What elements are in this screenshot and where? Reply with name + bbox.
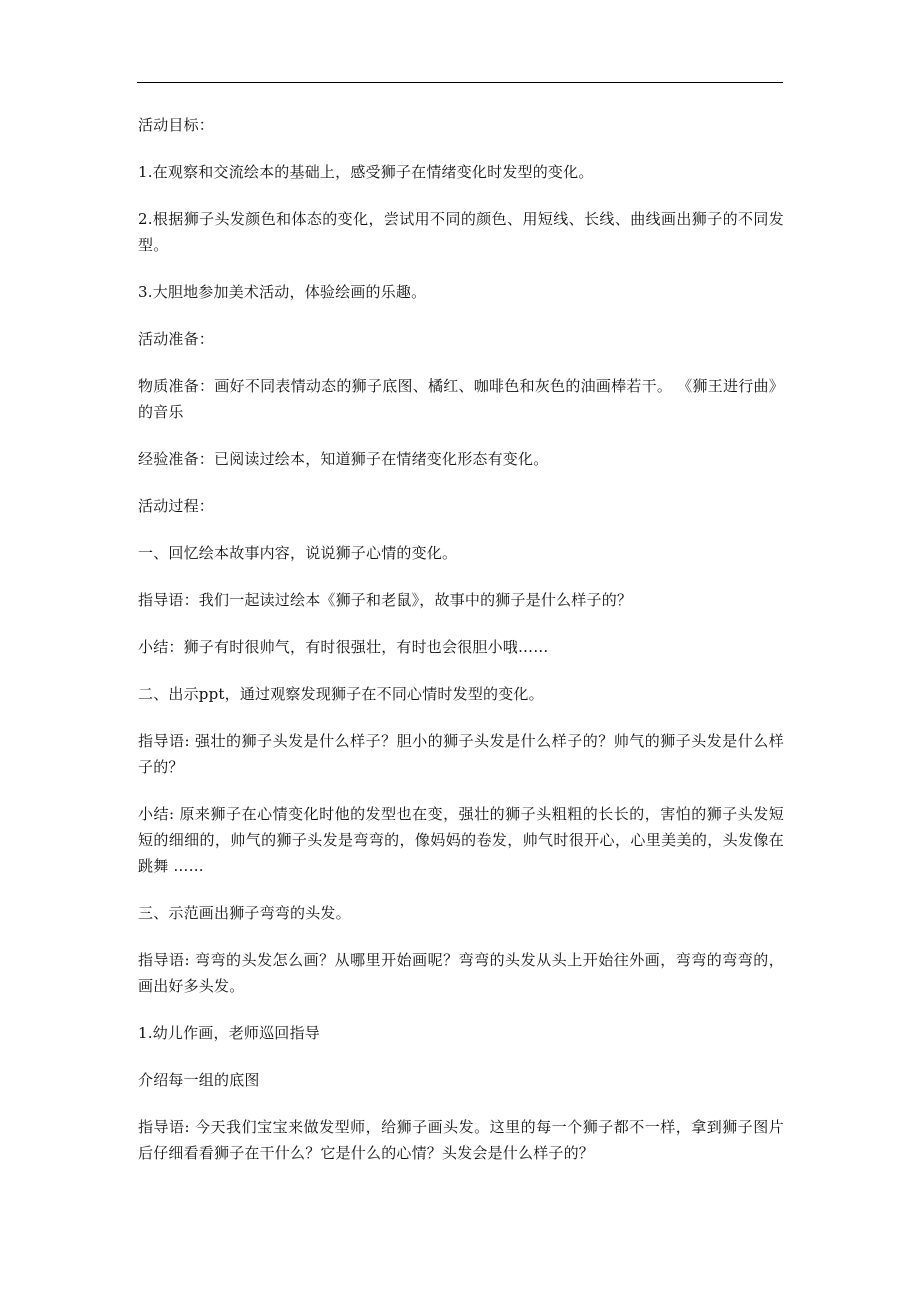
summary-text-2: 小结: 原来狮子在心情变化时他的发型也在变，强壮的狮子头粗粗的长长的，害怕的狮子头发短短的细细的，帅气的狮子头发是弯弯的，像妈妈的卷发，帅气时很开心，心里美美的，头发像在跳舞 …… — [138, 805, 784, 875]
experience-preparation: 经验准备：已阅读过绘本，知道狮子在情绪变化形态有变化。 — [138, 450, 549, 468]
guidance-text-1: 指导语：我们一起读过绘本《狮子和老鼠》，故事中的狮子是什么样子的？ — [138, 591, 633, 609]
heading-activity-goals: 活动目标： — [138, 116, 215, 134]
sub-step-1: 1.幼儿作画，老师巡回指导 — [138, 1024, 320, 1042]
base-image-intro: 介绍每一组的底图 — [138, 1071, 260, 1089]
guidance-text-2: 指导语: 强壮的狮子头发是什么样子？胆小的狮子头发是什么样子的？帅气的狮子头发是什么样子的？ — [138, 732, 784, 776]
heading-activity-preparation: 活动准备： — [138, 330, 215, 348]
process-step-2: 二、出示ppt，通过观察发现狮子在不同心情时发型的变化。 — [138, 685, 544, 703]
summary-text-1: 小结：狮子有时很帅气，有时很强壮，有时也会很胆小哦…… — [138, 638, 549, 656]
goal-item-3: 3.大胆地参加美术活动，体验绘画的乐趣。 — [138, 283, 427, 301]
goal-item-2: 2.根据狮子头发颜色和体态的变化，尝试用不同的颜色、用短线、长线、曲线画出狮子的不同发型。 — [138, 210, 784, 254]
heading-activity-process: 活动过程： — [138, 497, 215, 515]
material-preparation: 物质准备：画好不同表情动态的狮子底图、橘红、咖啡色和灰色的油画棒若干。 《狮王进行曲》的音乐 — [138, 377, 784, 421]
header-rule — [137, 82, 783, 83]
process-step-1: 一、回忆绘本故事内容，说说狮子心情的变化。 — [138, 544, 458, 562]
guidance-text-3: 指导语: 弯弯的头发怎么画？从哪里开始画呢？弯弯的头发从头上开始往外画，弯弯的弯弯的，画出好多头发。 — [138, 951, 784, 995]
goal-item-1: 1.在观察和交流绘本的基础上，感受狮子在情绪变化时发型的变化。 — [138, 163, 594, 181]
process-step-3: 三、示范画出狮子弯弯的头发。 — [138, 904, 351, 922]
document-body — [138, 112, 784, 1187]
guidance-text-4: 指导语: 今天我们宝宝来做发型师，给狮子画头发。这里的每一个狮子都不一样，拿到狮子图片后仔细看看狮子在干什么？它是什么的心情？头发会是什么样子的？ — [138, 1118, 784, 1162]
